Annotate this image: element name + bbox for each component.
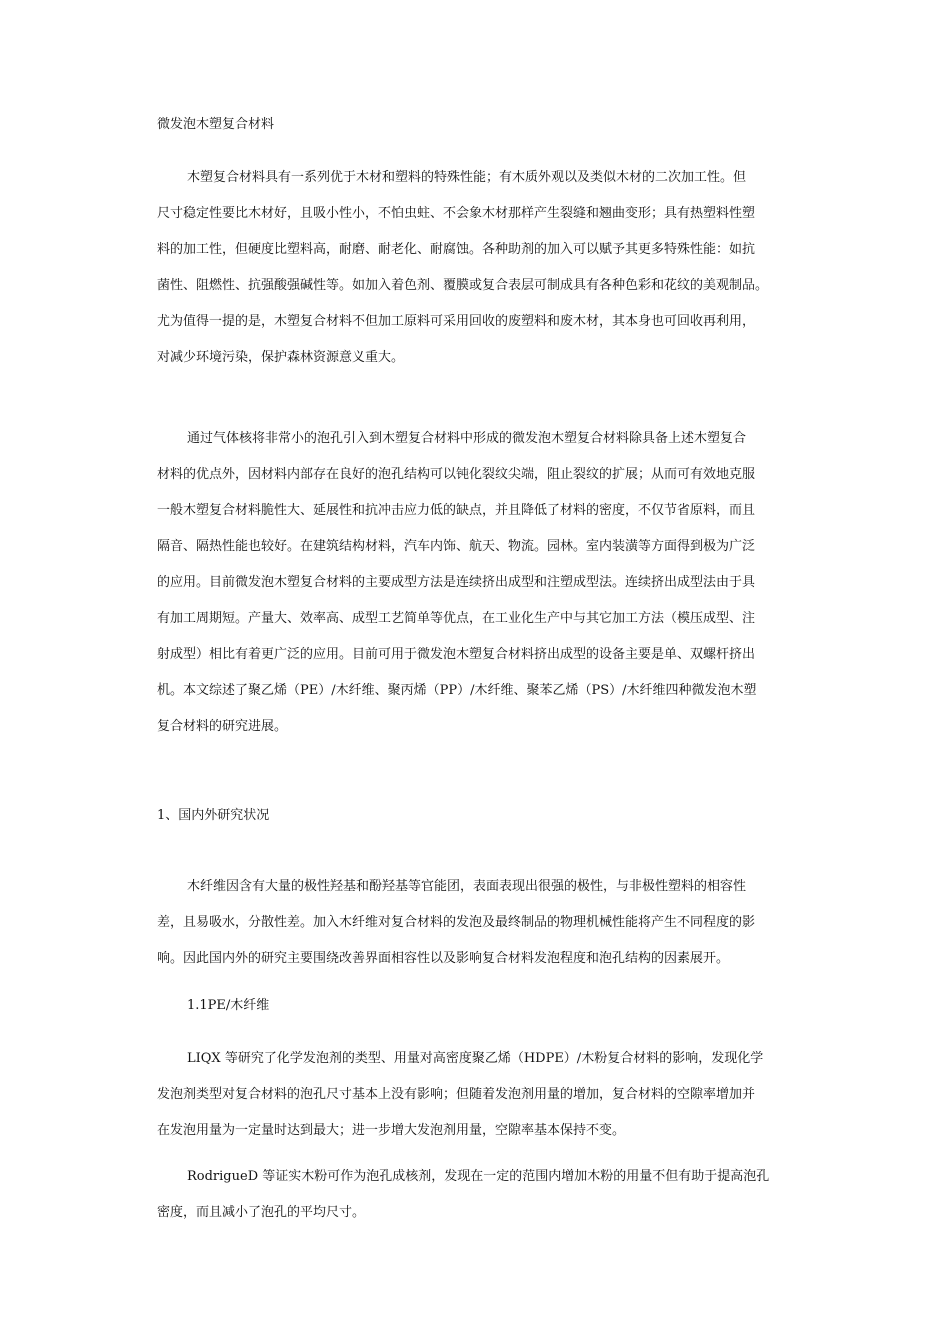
paragraph-1-line: 尺寸稳定性要比木材好，且吸小性小，不怕虫蛀、不会象木材那样产生裂缝和翘曲变形；具有热塑料性塑 — [157, 206, 756, 221]
paragraph-1-line: 对减少环境污染，保护森林资源意义重大。 — [157, 350, 405, 365]
section-heading: 1、国内外研究状况 — [157, 808, 270, 823]
paragraph-2-line: 一般木塑复合材料脆性大、延展性和抗冲击应力低的缺点，并且降低了材料的密度，不仅节省原料，而且 — [157, 503, 756, 518]
paragraph-1-line: 菌性、阻燃性、抗强酸强碱性等。如加入着色剂、覆膜或复合表层可制成具有各种色彩和花纹的美观制品。 — [157, 278, 769, 293]
paragraph-2-line: 通过气体核将非常小的泡孔引入到木塑复合材料中形成的微发泡木塑复合材料除具备上述木塑复合 — [187, 431, 747, 446]
paragraph-5-line: 密度，而且减小了泡孔的平均尺寸。 — [157, 1205, 366, 1220]
paragraph-3-line: 响。因此国内外的研究主要围绕改善界面相容性以及影响复合材料发泡程度和泡孔结构的因素展开。 — [157, 951, 730, 966]
document-title: 微发泡木塑复合材料 — [157, 117, 275, 132]
paragraph-3-line: 木纤维因含有大量的极性羟基和酚羟基等官能团，表面表现出很强的极性，与非极性塑料的相容性 — [187, 879, 747, 894]
paragraph-4-line: 在发泡用量为一定量时达到最大；进一步增大发泡剂用量，空隙率基本保持不变。 — [157, 1123, 626, 1138]
paragraph-4-line: LIQX 等研究了化学发泡剂的类型、用量对高密度聚乙烯（HDPE）/木粉复合材料的影响，发现化学 — [187, 1051, 764, 1066]
paragraph-2-line: 复合材料的研究进展。 — [157, 719, 288, 734]
paragraph-2-line: 的应用。目前微发泡木塑复合材料的主要成型方法是连续挤出成型和注塑成型法。连续挤出成型法由于具 — [157, 575, 756, 590]
paragraph-5-line: RodrigueD 等证实木粉可作为泡孔成核剂，发现在一定的范围内增加木粉的用量不但有助于提高泡孔 — [187, 1169, 770, 1184]
paragraph-1-line: 料的加工性，但硬度比塑料高，耐磨、耐老化、耐腐蚀。各种助剂的加入可以赋予其更多特殊性能：如抗 — [157, 242, 756, 257]
paragraph-3-line: 差，且易吸水，分散性差。加入木纤维对复合材料的发泡及最终制品的物理机械性能将产生不同程度的影 — [157, 915, 756, 930]
paragraph-2-line: 机。本文综述了聚乙烯（PE）/木纤维、聚丙烯（PP）/木纤维、聚苯乙烯（PS）/木纤维四种微发泡木塑 — [157, 683, 757, 698]
paragraph-2-line: 隔音、隔热性能也较好。在建筑结构材料，汽车内饰、航天、物流。园林。室内装潢等方面得到极为广泛 — [157, 539, 756, 554]
paragraph-4-line: 发泡剂类型对复合材料的泡孔尺寸基本上没有影响；但随着发泡剂用量的增加，复合材料的空隙率增加并 — [157, 1087, 756, 1102]
paragraph-1-line: 木塑复合材料具有一系列优于木材和塑料的特殊性能；有木质外观以及类似木材的二次加工性。但 — [187, 170, 747, 185]
paragraph-1-line: 尤为值得一提的是，木塑复合材料不但加工原料可采用回收的废塑料和废木材，其本身也可回收再利用， — [157, 314, 756, 329]
paragraph-2-line: 射成型）相比有着更广泛的应用。目前可用于微发泡木塑复合材料挤出成型的设备主要是单、双螺杆挤出 — [157, 647, 756, 662]
paragraph-2-line: 有加工周期短。产量大、效率高、成型工艺简单等优点，在工业化生产中与其它加工方法（模压成型、注 — [157, 611, 756, 626]
subsection-heading: 1.1PE/木纤维 — [187, 998, 270, 1013]
paragraph-2-line: 材料的优点外，因材料内部存在良好的泡孔结构可以钝化裂纹尖端，阻止裂纹的扩展；从而可有效地克服 — [157, 467, 756, 482]
